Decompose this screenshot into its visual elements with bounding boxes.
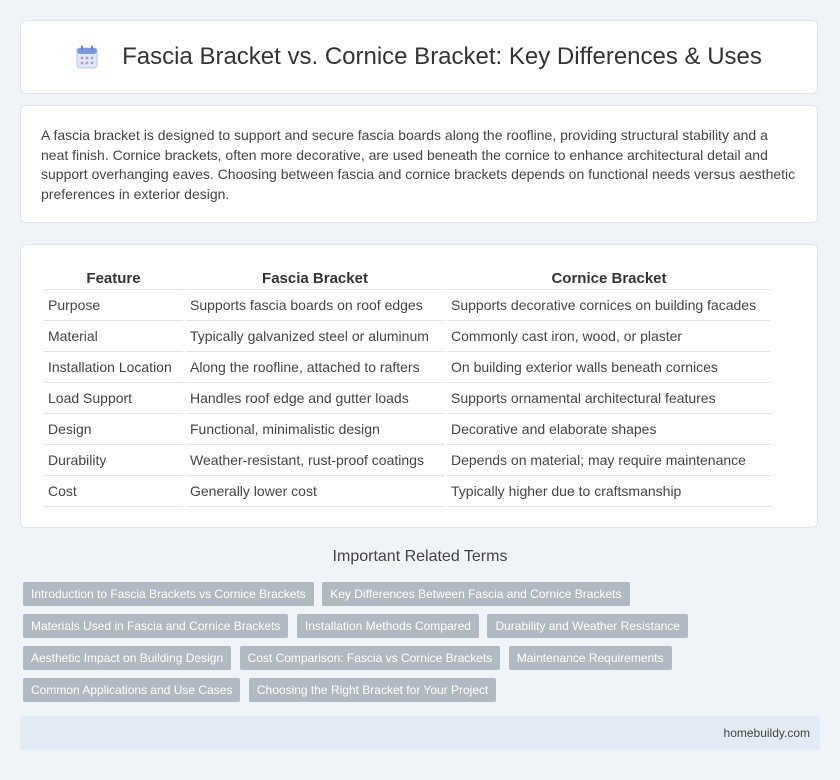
row-feature: Load Support <box>44 383 183 414</box>
header-feature: Feature <box>44 267 183 290</box>
related-tag[interactable]: Common Applications and Use Cases <box>23 678 240 702</box>
table-row <box>44 290 771 321</box>
table-row <box>44 445 771 476</box>
related-tag[interactable]: Cost Comparison: Fascia vs Cornice Brackets <box>240 646 501 670</box>
comparison-table <box>41 267 774 507</box>
related-tag[interactable]: Maintenance Requirements <box>509 646 672 670</box>
row-fascia: Generally lower cost <box>186 476 444 507</box>
row-fascia: Handles roof edge and gutter loads <box>186 383 444 414</box>
header-cornice: Cornice Bracket <box>447 267 771 290</box>
page-title: Fascia Bracket vs. Cornice Bracket: Key Differences & Uses <box>122 43 762 70</box>
related-tag[interactable]: Durability and Weather Resistance <box>487 614 688 638</box>
row-feature: Purpose <box>44 290 183 321</box>
title-card <box>20 20 818 94</box>
row-cornice: Depends on material; may require maintenance <box>447 445 771 476</box>
row-feature: Installation Location <box>44 352 183 383</box>
row-cornice: Commonly cast iron, wood, or plaster <box>447 321 771 352</box>
row-fascia: Along the roofline, attached to rafters <box>186 352 444 383</box>
table-row <box>44 321 771 352</box>
row-fascia: Functional, minimalistic design <box>186 414 444 445</box>
row-feature: Design <box>44 414 183 445</box>
table-row <box>44 352 771 383</box>
row-feature: Cost <box>44 476 183 507</box>
table-row <box>44 414 771 445</box>
row-fascia: Supports fascia boards on roof edges <box>186 290 444 321</box>
table-row <box>44 476 771 507</box>
related-tag[interactable]: Aesthetic Impact on Building Design <box>23 646 231 670</box>
calendar-icon <box>76 45 98 69</box>
footer-site[interactable]: homebuildy.com <box>723 726 810 740</box>
related-tag[interactable]: Installation Methods Compared <box>297 614 479 638</box>
related-tag[interactable]: Introduction to Fascia Brackets vs Cornice Brackets <box>23 582 314 606</box>
row-cornice: Decorative and elaborate shapes <box>447 414 771 445</box>
table-row <box>44 383 771 414</box>
intro-card <box>20 105 818 223</box>
page-title-wrap <box>76 43 762 71</box>
intro-paragraph: A fascia bracket is designed to support and secure fascia boards along the roofline, providing structural stability and a neat finish. Cornice brackets, often more decorative, are used beneath the cornice to enhance architectural detail and support overhanging eaves. Choosing between fascia and cornice brackets depends on functional needs versus aesthetic preferences in exterior design. <box>41 127 796 202</box>
related-terms-title: Important Related Terms <box>332 548 508 565</box>
row-cornice: Typically higher due to craftsmanship <box>447 476 771 507</box>
row-feature: Durability <box>44 445 183 476</box>
row-fascia: Weather-resistant, rust-proof coatings <box>186 445 444 476</box>
related-tag[interactable]: Choosing the Right Bracket for Your Project <box>249 678 496 702</box>
related-tag[interactable]: Materials Used in Fascia and Cornice Brackets <box>23 614 288 638</box>
row-cornice: Supports ornamental architectural features <box>447 383 771 414</box>
row-fascia: Typically galvanized steel or aluminum <box>186 321 444 352</box>
header-fascia: Fascia Bracket <box>186 267 444 290</box>
table-header-row <box>44 267 771 290</box>
row-cornice: On building exterior walls beneath cornices <box>447 352 771 383</box>
row-feature: Material <box>44 321 183 352</box>
footer <box>20 716 820 750</box>
row-cornice: Supports decorative cornices on building facades <box>447 290 771 321</box>
related-tag[interactable]: Key Differences Between Fascia and Cornice Brackets <box>322 582 629 606</box>
comparison-card <box>20 244 818 528</box>
related-terms-tags <box>23 582 823 710</box>
